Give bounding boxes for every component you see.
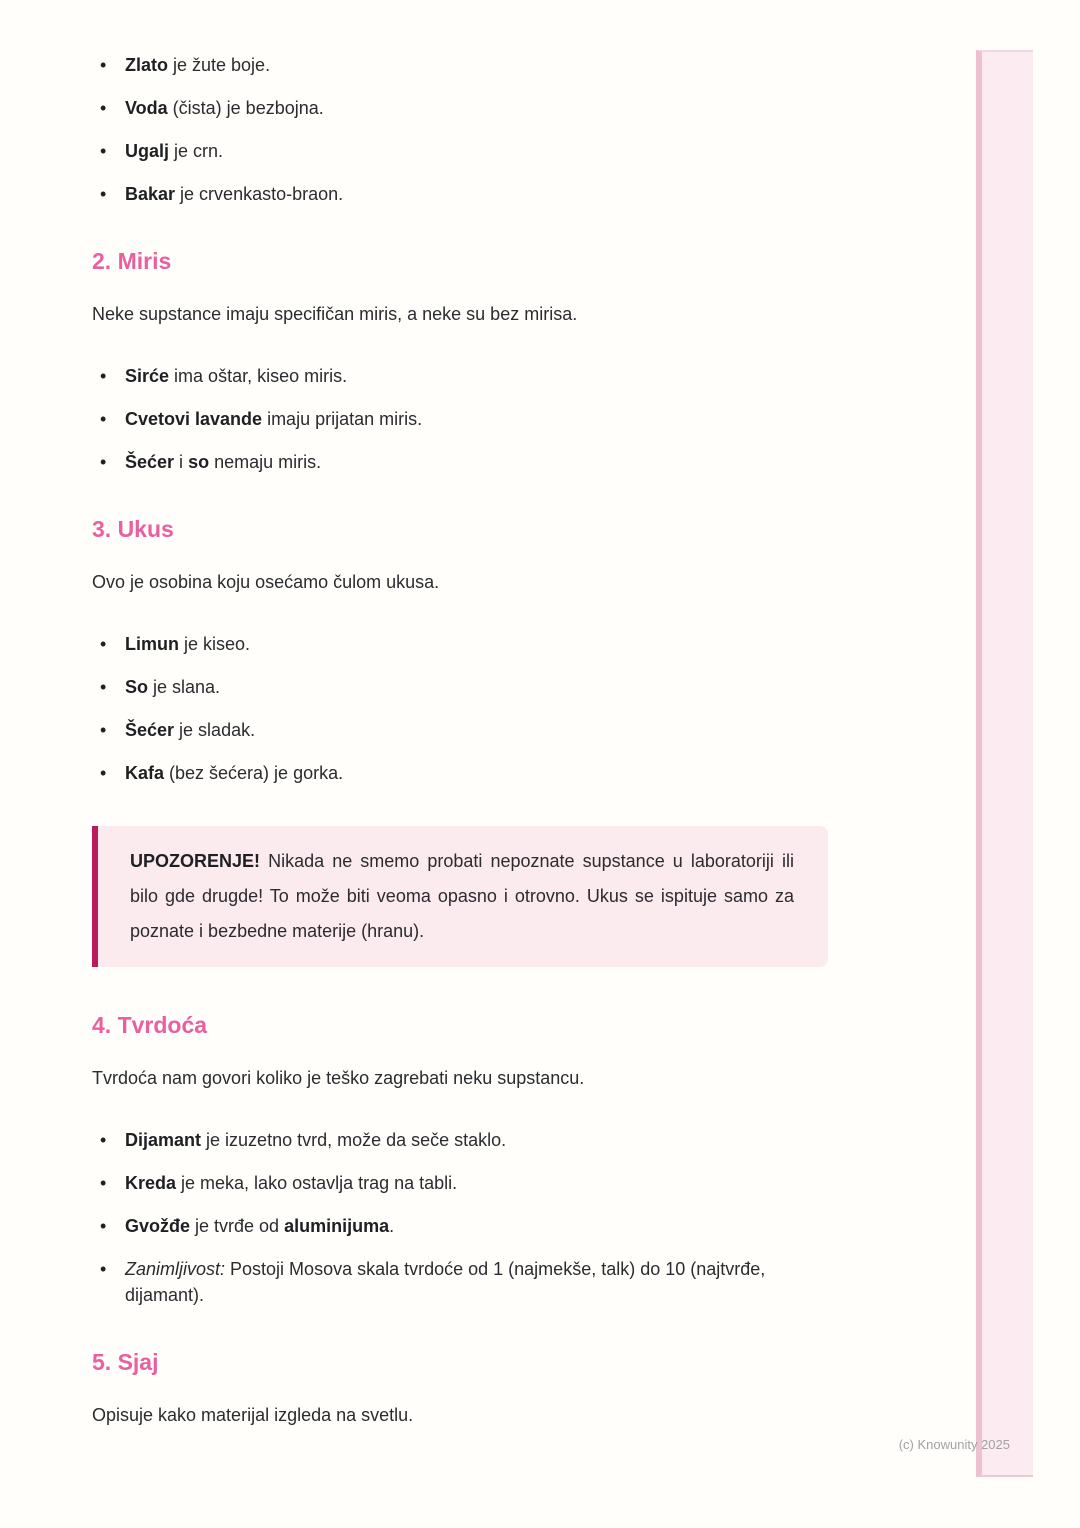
text-run: Bakar — [125, 184, 176, 204]
text-run: Šećer — [125, 452, 175, 472]
text-run: je sladak. — [174, 720, 256, 740]
ukus-examples-list — [92, 631, 828, 786]
list-item — [92, 1127, 828, 1153]
warning-lead: UPOZORENJE! — [130, 851, 269, 871]
text-run: je crn. — [169, 141, 224, 161]
text-run: Kreda — [125, 1173, 177, 1193]
text-run: Sirće — [125, 366, 170, 386]
copyright-note: (c) Knowunity 2025 — [898, 1437, 1010, 1452]
text-run: Zlato — [125, 55, 168, 75]
list-item — [92, 52, 828, 78]
text-run: i — [174, 452, 189, 472]
section-heading-miris: 2. Miris — [92, 248, 172, 274]
section-heading-sjaj: 5. Sjaj — [92, 1349, 159, 1375]
list-item — [92, 674, 828, 700]
text-run: Postoji Mosova skala tvrdoće od 1 (najmekše, talk) do 10 (najtvrđe, dijamant). — [125, 1259, 766, 1305]
warning-callout — [92, 826, 828, 967]
text-run: Dijamant — [125, 1130, 202, 1150]
text-run: je tvrđe od — [190, 1216, 285, 1236]
section-intro-tvrdoca: Tvrdoća nam govori koliko je teško zagrebati neku supstancu. — [92, 1068, 585, 1088]
list-item — [92, 1256, 828, 1308]
text-run: je slana. — [148, 677, 221, 697]
text-run: Kafa — [125, 763, 165, 783]
list-item — [92, 760, 828, 786]
section-heading-ukus: 3. Ukus — [92, 516, 174, 542]
list-item — [92, 181, 828, 207]
list-item — [92, 406, 828, 432]
text-run: Ugalj — [125, 141, 170, 161]
list-item — [92, 449, 828, 475]
text-run: Cvetovi lavande — [125, 409, 263, 429]
tvrdoca-examples-list — [92, 1127, 828, 1308]
color-examples-list — [92, 52, 828, 207]
text-run: (čista) je bezbojna. — [167, 98, 324, 118]
text-run: so — [188, 452, 210, 472]
text-run: Voda — [125, 98, 168, 118]
list-item — [92, 1213, 828, 1239]
list-item — [92, 138, 828, 164]
section-intro-miris: Neke supstance imaju specifičan miris, a neke su bez mirisa. — [92, 304, 578, 324]
text-run: So — [125, 677, 149, 697]
text-run: . — [389, 1216, 395, 1236]
section-intro-sjaj: Opisuje kako materijal izgleda na svetlu. — [92, 1405, 414, 1425]
section-heading-tvrdoca: 4. Tvrdoća — [92, 1012, 208, 1038]
text-run: Šećer — [125, 720, 175, 740]
list-item — [92, 717, 828, 743]
text-run: je crvenkasto-braon. — [175, 184, 344, 204]
list-item — [92, 631, 828, 657]
text-run: (bez šećera) je gorka. — [164, 763, 344, 783]
text-run: Gvožđe — [125, 1216, 191, 1236]
text-run: aluminijuma — [284, 1216, 390, 1236]
section-intro-ukus: Ovo je osobina koju osećamo čulom ukusa. — [92, 572, 440, 592]
text-run: nemaju miris. — [209, 452, 322, 472]
text-run: Zanimljivost: — [125, 1259, 226, 1279]
warning-body: Nikada ne smemo probati nepoznate supstance u laboratoriji ili bilo gde drugde! To može biti veoma opasno i otrovno. Ukus se ispituje samo za poznate i bezbedne materije (hranu). — [130, 851, 794, 941]
text-run: je žute boje. — [168, 55, 271, 75]
text-run: je meka, lako ostavlja trag na tabli. — [176, 1173, 458, 1193]
text-run: ima oštar, kiseo miris. — [169, 366, 348, 386]
miris-examples-list — [92, 363, 828, 475]
page-side-stripe — [976, 50, 1033, 1477]
list-item — [92, 363, 828, 389]
text-run: je izuzetno tvrd, može da seče staklo. — [201, 1130, 507, 1150]
text-run: Limun — [125, 634, 179, 654]
document-content — [92, 52, 828, 1464]
list-item — [92, 1170, 828, 1196]
list-item — [92, 95, 828, 121]
text-run: je kiseo. — [179, 634, 251, 654]
text-run: imaju prijatan miris. — [262, 409, 423, 429]
